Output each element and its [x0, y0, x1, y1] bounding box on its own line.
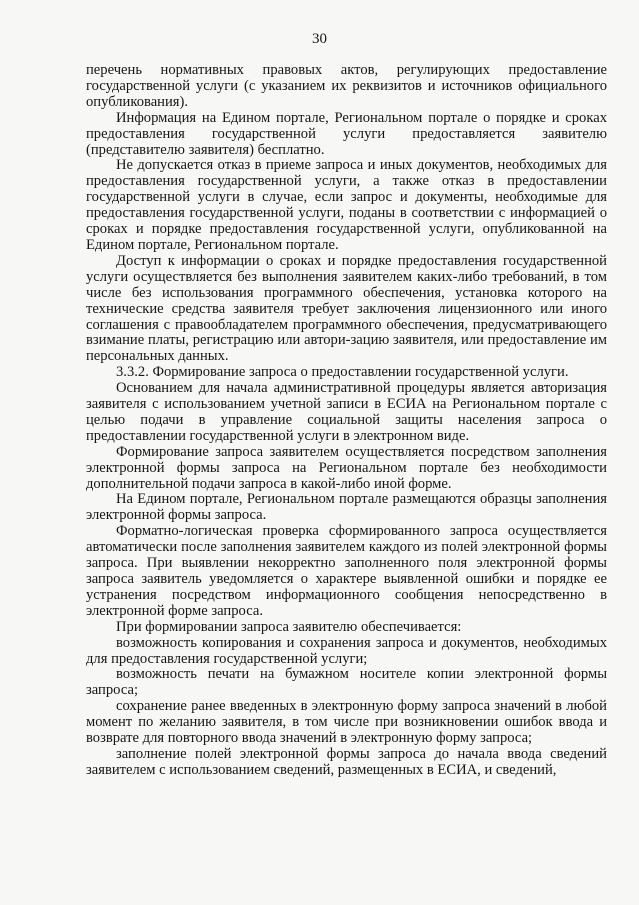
paragraph-provided-features-intro: При формировании запроса заявителю обеспечивается:	[116, 618, 462, 635]
list-item-prefill-fields: заполнение полей электронной формы запроса до начала ввода сведений заявителем с использованием сведений, размещенных в ЕСИА, и сведений,	[86, 745, 607, 778]
list-item-copy-save: возможность копирования и сохранения запроса и документов, необходимых для предоставления государственной услуги;	[86, 634, 607, 667]
paragraph-request-forming: Формирование запроса заявителем осуществляется посредством заполнения электронной формы запроса на Региональном портале без необходимости дополнительной подачи запроса в какой-либо иной форме.	[86, 443, 607, 492]
paragraph-procedure-basis: Основанием для начала административной процедуры является авторизация заявителя с использованием учетной записи в ЕСИА на Региональном портале с целью подачи в управление социальной защиты населения запроса о предоставлении государственной услуги в электронном виде.	[86, 380, 607, 444]
paragraph-form-samples: На Едином портале, Региональном портале размещаются образцы заполнения электронной формы запроса.	[86, 491, 607, 524]
list-item-print: возможность печати на бумажном носителе копии электронной формы запроса;	[86, 666, 607, 699]
paragraph-legal-acts-list: перечень нормативных правовых актов, регулирующих предоставление государственной услуги (с указанием их реквизитов и источников официального опубликования).	[86, 62, 607, 110]
list-item-save-values: сохранение ранее введенных в электронную форму запроса значений в любой момент по желанию заявителя, в том числе при возникновении ошибок ввода и возврате для повторного ввода значений в электронную форму запроса;	[86, 698, 607, 747]
paragraph-access-to-information: Доступ к информации о сроках и порядке предоставления государственной услуги осуществляется без выполнения заявителем каких-либо требований, в том числе без использования программного обеспечения, установка которого на технические средства заявителя требует заключения лицензионного или иного соглашения с правообладателем программного обеспечения, предусматривающего взимание платы, регистрацию или автори-зацию заявителя, или предоставление им персональных данных.	[86, 252, 607, 365]
page-number: 30	[312, 31, 327, 47]
section-heading-3-3-2: 3.3.2. Формирование запроса о предоставлении государственной услуги.	[116, 364, 569, 381]
paragraph-format-check: Форматно-логическая проверка сформированного запроса осуществляется автоматически после заполнения заявителем каждого из полей электронной формы запроса. При выявлении некорректно заполненного поля электронной формы запроса заявитель уведомляется о характере выявленной ошибки и порядке ее устранения посредством информационного сообщения непосредственно в электронной форме запроса.	[86, 523, 607, 619]
paragraph-refusal-not-allowed: Не допускается отказ в приеме запроса и иных документов, необходимых для предоставления государственной услуги, а также отказ в предоставлении государственной услуги в случае, если запрос и документы, необходимые для предоставления государственной услуги, поданы в соответствии с информацией о сроках и порядке предоставления государственной услуги, опубликованной на Едином портале, Региональном портале.	[86, 157, 607, 253]
document-body	[86, 63, 607, 779]
paragraph-free-information: Информация на Едином портале, Региональном портале о порядке и сроках предоставления государственной услуги предоставляется заявителю (представителю заявителя) бесплатно.	[86, 109, 607, 158]
